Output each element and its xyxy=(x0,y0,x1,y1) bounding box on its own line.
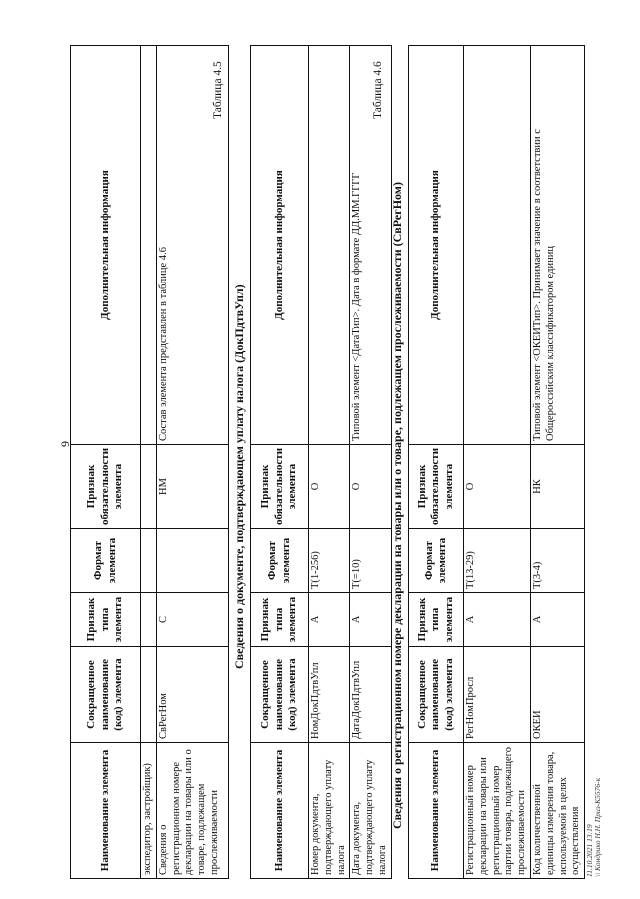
cell-info xyxy=(464,46,531,445)
stamp-line-2: \\ Кондрико Н.Н. Приз-К5576-к xyxy=(593,777,603,877)
header-type: Признак типа элемента xyxy=(71,593,141,647)
table-row xyxy=(350,46,391,879)
cell-name: Номер документа, подтверждающего уплату налога xyxy=(309,743,350,879)
header-type: Признак типа элемента xyxy=(251,593,309,647)
table-row xyxy=(156,46,228,879)
cell-info: Типовой элемент <ОКЕИТип>. Принимает значение в соответствии с Общероссийским классификатором единиц xyxy=(530,46,584,445)
stamp-line-1: 11.10.2021 13:19 xyxy=(585,824,594,877)
cell-format: Т(13-29) xyxy=(464,529,531,593)
cell-code: НомДокПдтвУпл xyxy=(309,647,350,743)
cell-info xyxy=(141,46,157,445)
cell-format xyxy=(141,529,157,593)
table-row xyxy=(530,46,584,879)
table-row xyxy=(141,46,157,879)
cell-name: Дата документа, подтверждающего уплату налога xyxy=(350,743,391,879)
cell-code: РегНомПросл xyxy=(464,647,531,743)
header-type: Признак типа элемента xyxy=(409,593,464,647)
cell-code: СвРегНом xyxy=(156,647,228,743)
table-header-row xyxy=(251,46,309,879)
header-mandatory: Признак обязательности элемента xyxy=(251,445,309,529)
header-info: Дополнительная информация xyxy=(71,46,141,445)
cell-info: Типовой элемент <ДатаТип>. Дата в формате ДД.ММ.ГГГГ xyxy=(350,46,391,445)
header-mandatory: Признак обязательности элемента xyxy=(71,445,141,529)
cell-mandatory: О xyxy=(350,445,391,529)
header-info: Дополнительная информация xyxy=(251,46,309,445)
table-4-6-caption: Сведения о регистрационном номере декларации на товары или о товаре, подлежащем прослеживаемости (СвРегНом) xyxy=(390,182,404,829)
header-code: Сокращенное наименование (код) элемента xyxy=(409,647,464,743)
table-4-5-label: Таблица 4.5 xyxy=(212,61,224,119)
cell-format: Т(=10) xyxy=(350,529,391,593)
cell-mandatory: НМ xyxy=(156,445,228,529)
scan-stamp xyxy=(586,778,603,877)
cell-type: А xyxy=(309,593,350,647)
cell-name: экспедитор, застройщик) xyxy=(141,743,157,879)
header-name: Наименование элемента xyxy=(409,743,464,879)
cell-name: Сведения о регистрационном номере декларации на товары или о товаре, подлежащем прослеживаемости xyxy=(156,743,228,879)
header-mandatory: Признак обязательности элемента xyxy=(409,445,464,529)
table-header-row xyxy=(409,46,464,879)
table-continuation xyxy=(70,45,229,879)
table-4-5 xyxy=(250,45,392,879)
cell-format: Т(3-4) xyxy=(530,529,584,593)
cell-code: ДатаДокПдтвУпл xyxy=(350,647,391,743)
header-code: Сокращенное наименование (код) элемента xyxy=(251,647,309,743)
cell-code xyxy=(141,647,157,743)
header-name: Наименование элемента xyxy=(71,743,141,879)
cell-mandatory: О xyxy=(464,445,531,529)
cell-type: С xyxy=(156,593,228,647)
header-format: Формат элемента xyxy=(71,529,141,593)
header-format: Формат элемента xyxy=(251,529,309,593)
cell-type xyxy=(141,593,157,647)
cell-type: А xyxy=(464,593,531,647)
cell-mandatory: О xyxy=(309,445,350,529)
page-number: 9 xyxy=(58,441,72,447)
cell-mandatory: НК xyxy=(530,445,584,529)
header-name: Наименование элемента xyxy=(251,743,309,879)
header-info: Дополнительная информация xyxy=(409,46,464,445)
cell-mandatory xyxy=(141,445,157,529)
table-header-row xyxy=(71,46,141,879)
header-format: Формат элемента xyxy=(409,529,464,593)
table-4-5-caption: Сведения о документе, подтверждающем уплату налога (ДокПдтвУпл) xyxy=(232,284,246,669)
table-row xyxy=(309,46,350,879)
table-4-6-label: Таблица 4.6 xyxy=(372,61,384,119)
header-code: Сокращенное наименование (код) элемента xyxy=(71,647,141,743)
cell-type: А xyxy=(530,593,584,647)
cell-type: А xyxy=(350,593,391,647)
table-4-6 xyxy=(408,45,585,879)
cell-name: Регистрационный номер декларации на товары или регистрационный номер партии товара, подлежащего прослеживаемости xyxy=(464,743,531,879)
cell-info: Состав элемента представлен в таблице 4.6 xyxy=(156,46,228,445)
cell-code: ОКЕИ xyxy=(530,647,584,743)
table-row xyxy=(464,46,531,879)
cell-format xyxy=(156,529,228,593)
cell-name: Код количественной единицы измерения товара, используемой в целях осуществления xyxy=(530,743,584,879)
cell-info xyxy=(309,46,350,445)
cell-format: Т(1-256) xyxy=(309,529,350,593)
